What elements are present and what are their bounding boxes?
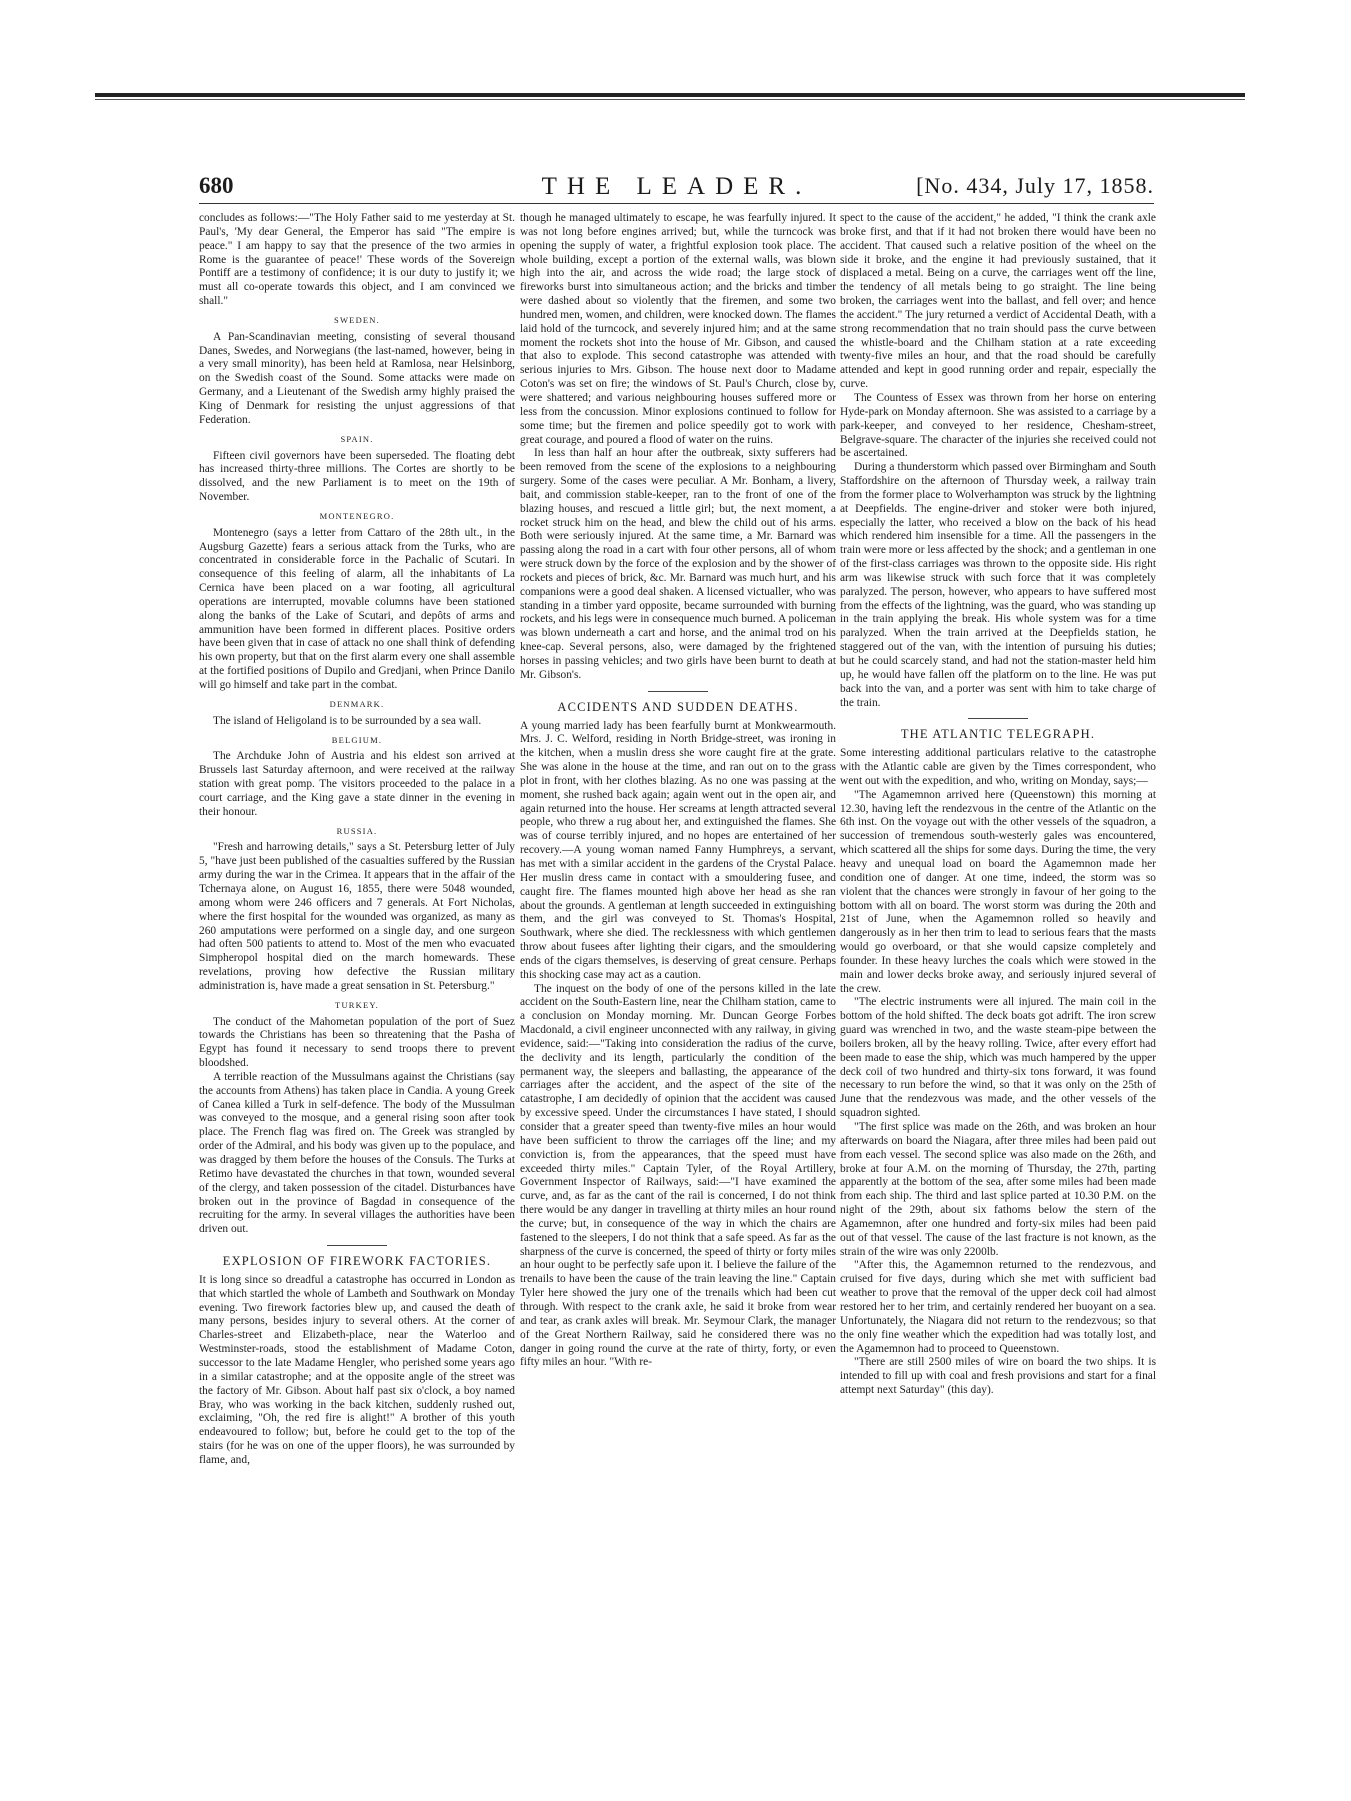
article-heading-accidents: ACCIDENTS AND SUDDEN DEATHS. — [557, 699, 799, 714]
divider — [648, 691, 708, 692]
paragraph: "The electric instruments were all injured. The main coil in the bottom of the hold shifted. The deck boats got adrift. The iron screw guard was wrenched in two, and the waste steam-pipe between the boilers broken, all by the heavy rolling. Twice, after every effort had been made to ease the ship, which was much hampered by the upper deck coil of two hundred and thirty-six tons forward, it was found necessary to run before the wind, so that it was only on the 25th of June that the rendezvous was made, and the other vessels of the squadron sighted. — [840, 996, 1156, 1120]
top-rule-thin — [95, 99, 1245, 100]
article-heading-explosion: EXPLOSION OF FIREWORK FACTORIES. — [222, 1254, 492, 1269]
newspaper-title: THE LEADER. — [541, 173, 812, 200]
divider — [327, 1245, 387, 1246]
paragraph: The Archduke John of Austria and his eldest son arrived at Brussels last Saturday afternoon, and were received at the railway station with great pomp. The visitors proceeded to the palace in a court carriage, and the King gave a state dinner in the evening in their honour. — [199, 750, 515, 818]
paragraph: Montenegro (says a letter from Cattaro of the 28th ult., in the Augsburg Gazette) fears a serious attack from the Turks, who are concentrated in considerable force in the Pachalic of Scutari. In consequence of this feeling of alarm, all the inhabitants of La Cernica have been placed on a war footing, all agricultural operations are interrupted, movable columns have been stationed along the banks of the Lake of Scutari, and depôts of arms and ammunition have been formed in different places. Positive orders have been given that in case of attack no one shall think of defending his own property, but that on the first alarm every one shall assemble at the fortified positions of Dupilo and Gredjani, when Prince Danilo will go himself and take part in the combat. — [199, 526, 515, 691]
paragraph: It is long since so dreadful a catastrophe has occurred in London as that which startled the whole of Lambeth and Southwark on Monday evening. Two firework factories blew up, and caused the death of many persons, besides injury to several others. At the corner of Charles-street and Elizabeth-place, near the Waterloo and Westminster-roads, stood the establishment of Madame Coton, successor to the late Madame Hengler, who perished some years ago in a similar catastrophe; and at the opposite angle of the street was the factory of Mr. Gibson. About half past six o'clock, a boy named Bray, who was working in the back kitchen, suddenly rushed out, exclaiming, "Oh, the red fire is alight!" A brother of this youth endeavoured to follow; but, before he could get to the top of the stairs (for he was on one of the upper floors), he was surrounded by flame, and, — [199, 1273, 515, 1466]
section-heading-montenegro: MONTENEGRO. — [319, 510, 395, 521]
column-3 — [840, 212, 1156, 1398]
paragraph: In less than half an hour after the outbreak, sixty sufferers had been removed from the scene of the explosions to a neighbouring surgery. Some of the cases were peculiar. A Mr. Bonham, a livery, bait, and commission stable-keeper, ran to the front of one of the blazing houses, and rescued a little girl; but, the next moment, a rocket struck him on the head, and blew the child out of his arms. Both were seriously injured. At the same time, a Mr. Barnard was passing along the road in a cart with four other persons, all of whom were struck down by the force of the explosion and by the shower of rockets and pieces of brick, &c. Mr. Barnard was much hurt, and his companions were a good deal shaken. A licensed victualler, who was standing in a timber yard opposite, became surrounded with burning rockets, and his legs were in consequence much burned. A policeman was blown underneath a cart and horse, and the animal trod on his knee-cap. Several persons, also, were damaged by the frightened horses in passing vehicles; and two girls have been burnt to death at Mr. Gibson's. — [520, 447, 836, 681]
page-number: 680 — [199, 173, 234, 198]
paragraph: Fifteen civil governors have been superseded. The floating debt has increased thirty-three millions. The Cortes are shortly to be dissolved, and the new Parliament is to meet on the 19th of November. — [199, 449, 515, 504]
section-heading-spain: SPAIN. — [340, 433, 374, 444]
column-1 — [199, 212, 515, 1468]
paragraph: The island of Heligoland is to be surrounded by a sea wall. — [213, 714, 482, 727]
paragraph: A Pan-Scandinavian meeting, consisting of several thousand Danes, Swedes, and Norwegians (the last-named, however, being in a very small minority), has been held at Ramlosa, near Helsinborg, on the Swedish coast of the Sound. Some attacks were made on Germany, and a Lieutenant of the Swedish army highly praised the King of Denmark for resisting the unjust aggressions of that Federation. — [199, 330, 515, 426]
paragraph: A young married lady has been fearfully burnt at Monkwearmouth. Mrs. J. C. Welford, residing in North Bridge-street, was ironing in the kitchen, when a muslin dress she wore caught fire at the grate. She was alone in the house at the time, and ran out on to the grass plot in front, with her clothes blazing. As no one was passing at the moment, she rushed back again; again went out in the open air, and again returned into the house. Her screams at length attracted several people, who threw a rug about her, and extinguished the flames. She was of course terribly injured, and no hopes are entertained of her recovery.—A young woman named Fanny Humphreys, a servant, has met with a similar accident in the gardens of the Crystal Palace. Her muslin dress came in contact with a smouldering fusee, and caught fire. The flames mounted high above her head as she ran about the grounds. A gentleman at length succeeded in extinguishing them, and the girl was conveyed to St. Thomas's Hospital, Southwark, where she died. The recklessness with which gentlemen throw about fusees after lighting their cigars, and the smouldering ends of the cigars themselves, is deserving of great censure. Perhaps this shocking case may act as a caution. — [520, 719, 836, 981]
divider — [968, 718, 1028, 719]
paragraph: The conduct of the Mahometan population of the port of Suez towards the Christians has been so threatening that the Pasha of Egypt has found it necessary to send troops there to prevent bloodshed. — [199, 1015, 515, 1070]
section-heading-sweden: SWEDEN. — [334, 314, 380, 325]
section-heading-turkey: TURKEY. — [335, 999, 379, 1010]
issue-date: [No. 434, July 17, 1858. — [916, 173, 1154, 198]
section-heading-belgium: BELGIUM. — [331, 734, 383, 745]
column-2 — [520, 212, 836, 1370]
section-heading-denmark: DENMARK. — [329, 698, 385, 709]
paragraph: A terrible reaction of the Mussulmans against the Christians (say the accounts from Athens) has taken place in Candia. A young Greek of Canea killed a Turk in self-defence. The body of the Mussulman was conveyed to the mosque, and a general rising soon after took place. The French flag was fired on. The Greek was strangled by order of the Admiral, and his body was given up to the populace, and was dragged by them before the houses of the Consuls. The Turks at Retimo have devastated the churches in that town, wounded several of the clergy, and taken possession of the citadel. Disturbances have broken out in the province of Bagdad in consequence of the recruiting for the army. In several villages the authorities have been driven out. — [199, 1070, 515, 1236]
masthead-rule — [199, 203, 1154, 204]
paragraph: concludes as follows:—"The Holy Father said to me yesterday at St. Paul's, 'My dear General, the Emperor has said "The empire is peace." I am happy to say that the presence of the two armies in Rome is the guarantee of peace!' These words of the Sovereign Pontiff are a testimony of confidence; it is our duty to justify it; we must all co-operate towards this object, and I am convinced we shall." — [199, 212, 515, 308]
paragraph: The inquest on the body of one of the persons killed in the late accident on the South-Eastern line, near the Chilham station, came to a conclusion on Monday morning. Mr. Duncan George Forbes Macdonald, a civil engineer unconnected with any railway, in giving evidence, said:—"Taking into consideration the radius of the curve, the declivity and its length, particularly the condition of the permanent way, the sleepers and ballasting, the appearance of the carriages after the accident, and the aspect of the site of the catastrophe, I am decidedly of opinion that the accident was caused by excessive speed. Under the circumstances I have stated, I should consider that a greater speed than twenty-five miles an hour would have been sufficient to throw the carriages off the line; and my conviction is, from the appearances, that the speed must have exceeded thirty miles." Captain Tyler, of the Royal Artillery, Government Inspector of Railways, said:—"I have examined the curve, and, as far as the cant of the rail is concerned, I do not think there would be any danger in travelling at thirty miles an hour round the curve; but, in consequence of the way in which the chairs are fastened to the sleepers, I do not think that a safe speed. As far as the sharpness of the curve is concerned, the speed of thirty or forty miles an hour ought to be perfectly safe upon it. I believe the failure of the trenails to have been the cause of the train leaving the line." Captain Tyler here showed the jury one of the trenails which had been cut through. With respect to the crank axle, he said it broke from wear and tear, as crank axles will break. Mr. Seymour Clark, the manager of the Great Northern Railway, said he considered there was no danger in going round the curve at the rate of thirty, forty, or even fifty miles an hour. "With re- — [520, 982, 836, 1369]
paragraph: "After this, the Agamemnon returned to the rendezvous, and cruised for five days, during which she met with sufficient bad weather to prove that the removal of the upper deck coil had almost restored her to her trim, and certainly rendered her buoyant on a sea. Unfortunately, the Niagara did not return to the rendezvous; so that the only fine weather which the expedition had was totally lost, and the Agamemnon had to proceed to Queenstown. — [840, 1259, 1156, 1355]
paragraph: though he managed ultimately to escape, he was fearfully injured. It was not long before engines arrived; but, while the turncock was opening the supply of water, a frightful explosion took place. The whole building, except a portion of the external walls, was blown high into the air, and across the wide road; the large stock of fireworks burst into simultaneous action; and the bricks and timber were dashed about so violently that the firemen, and some two hundred men, women, and children, were knocked down. The flames laid hold of the turncock, and severely injured him; and at the same moment the rockets shot into the house of Mr. Gibson, and caused that also to explode. This second catastrophe was attended with serious injuries to Mrs. Gibson. The house next door to Madame Coton's was set on fire; the windows of St. Paul's Church, close by, were shattered; and various neighbouring houses suffered more or less from the concussion. Minor explosions continued to follow for some time; but the firemen and police speedily got to work with great courage, and poured a flood of water on the ruins. — [520, 212, 836, 446]
paragraph: "There are still 2500 miles of wire on board the two ships. It is intended to fill up with coal and fresh provisions and start for a final attempt next Saturday" (this day). — [840, 1356, 1156, 1397]
paragraph: spect to the cause of the accident," he added, "I think the crank axle broke first, and that if it had not broken there would have been no accident. That caused such a relative position of the wheel on the side it broke, and the engine it had previously sustained, that it displaced a metal. Being on a curve, the carriages went off the line, the tendency of all metals being to go straight. The line being broken, the carriages went into the ballast, and fell over; and hence the accident." The jury returned a verdict of Accidental Death, with a strong recommendation that no train should pass the curve between the whistle-board and the Chilham station at a rate exceeding twenty-five miles an hour, and that the road should be carefully attended and kept in good running order and repair, especially the curve. — [840, 212, 1156, 391]
paragraph: "The Agamemnon arrived here (Queenstown) this morning at 12.30, having left the rendezvous in the centre of the Atlantic on the 6th inst. On the voyage out with the other vessels of the squadron, a succession of tremendous south-westerly gales was encountered, which scattered all the ships for some days. During the time, the very heavy and unequal load on board the Agamemnon made her condition one of danger. At one time, indeed, the storm was so violent that the chances were strongly in favour of her going to the bottom with all on board. The worst storm was during the 20th and 21st of June, when the Agamemnon rolled so heavily and dangerously as in her then trim to lead to serious fears that the masts would go overboard, or that she would capsize completely and founder. In these heavy lurches the coals which were stowed in the main and lower decks broke away, and seriously injured several of the crew. — [840, 788, 1156, 995]
section-heading-russia: RUSSIA. — [336, 825, 378, 836]
paragraph: During a thunderstorm which passed over Birmingham and South Staffordshire on the afternoon of Thursday week, a railway train from the former place to Wolverhampton was struck by the lightning at Deepfields. The engine-driver and stoker were both injured, especially the latter, who received a blow on the back of his head which rendered him insensible for a time. All the passengers in the train were more or less affected by the shock; and a gentleman in one of the first-class carriages was thrown to the opposite side. His right arm was likewise struck with such force that it was completely paralyzed. The person, however, who appears to have suffered most from the effects of the lightning, was the guard, who was standing up in the train applying the break. His whole system was for a time paralyzed. When the train arrived at the Deepfields station, he staggered out of the van, with the intention of pursuing his duties; but he could scarcely stand, and had not the station-master held him up, he would have fallen off the platform on to the line. He was put back into the van, and a porter was sent with him to take charge of the train. — [840, 461, 1156, 709]
paragraph: Some interesting additional particulars relative to the catastrophe with the Atlantic cable are given by the Times correspondent, who went out with the expedition, and who, writing on Monday, says;— — [840, 747, 1156, 787]
article-heading-atlantic: THE ATLANTIC TELEGRAPH. — [900, 727, 1096, 742]
top-rule — [95, 93, 1245, 97]
paragraph: "Fresh and harrowing details," says a St. Petersburg letter of July 5, "have just been published of the casualties suffered by the Russian army during the war in the Crimea. It appears that in the affair of the Tchernaya alone, on August 16, 1855, there were 5048 wounded, among whom were 246 officers and 7 generals. At Fort Nicholas, where the first hospital for the wounded was organized, as many as 260 amputations were performed on a single day, and one surgeon had often 500 patients to attend to. Most of the men who evacuated Simpheropol hospital died on the march homewards. These revelations, proving how defective the Russian military administration is, have made a great sensation in St. Petersburg." — [199, 841, 515, 992]
paragraph: "The first splice was made on the 26th, and was broken an hour afterwards on board the Niagara, after three miles had been paid out from each vessel. The second splice was also made on the 26th, and broke at four A.M. on the morning of Thursday, the 27th, parting apparently at the bottom of the sea, after some miles had been made from each ship. The third and last splice parted at 10.30 P.M. on the night of the 29th, about six fathoms below the stern of the Agamemnon, after one hundred and forty-six miles had been paid out of that vessel. The cause of the last fracture is not known, as the strain of the wire was only 2200lb. — [840, 1121, 1156, 1258]
paragraph: The Countess of Essex was thrown from her horse on entering Hyde-park on Monday afternoon. She was assisted to a carriage by a park-keeper, and conveyed to her residence, Chesham-street, Belgrave-square. The character of the injuries she received could not be ascertained. — [840, 391, 1156, 460]
